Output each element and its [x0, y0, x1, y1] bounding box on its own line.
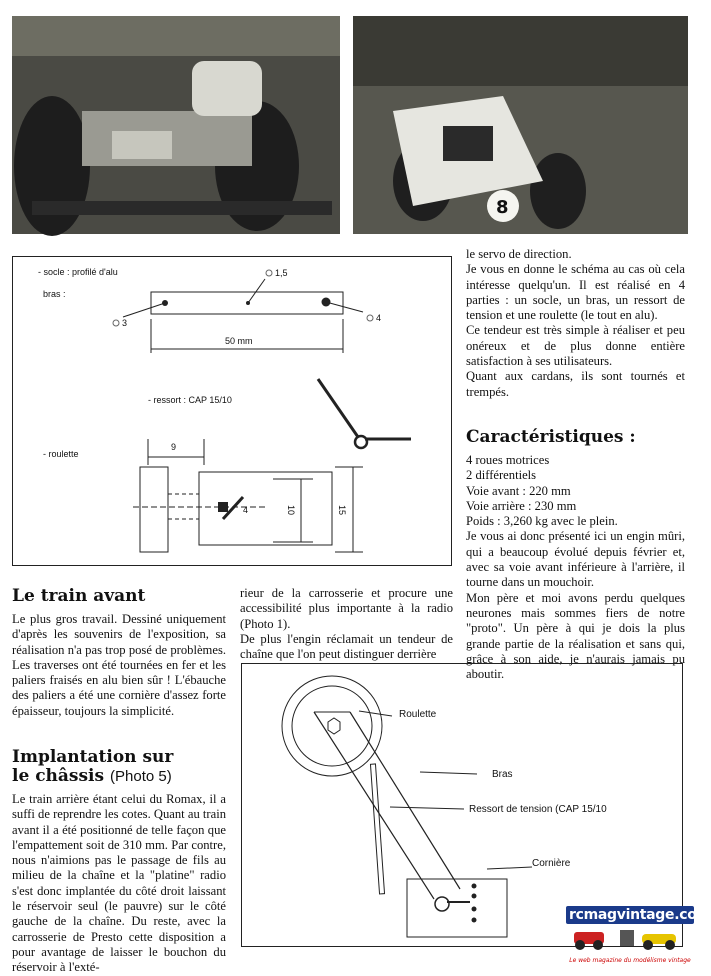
paragraph-cardans: Quant aux cardans, ils sont tournés et trempés. — [466, 369, 685, 399]
label-roulette: - roulette — [43, 449, 79, 459]
photo-chassis-left — [12, 16, 340, 234]
photo-buggy-right — [353, 16, 688, 234]
paragraph-tendeur: Ce tendeur est très simple à réaliser et peu onéreux et de plus donne entière satisfaction à ses utilisateurs. — [466, 323, 685, 369]
text-implantation: Le train arrière étant celui du Romax, il a suffi de reprendre les cotes. Quant au train avant il a été positionné de telle façon que l'empattement soit de 310 mm. Par contre, nous n'aimions pas le passage de fils au milieu de la chaîne et la "platine" radio s'est donc implantée du côté droit laissant le réservoir seul (le pauvre) sur le côté gauche de la chaîne. Du reste, avec la carrosserie de Presto cette disposition a pour avantage de laisser le bouchon du réservoir à l'exté- — [12, 792, 226, 975]
diagram-tensioner-assembly — [241, 663, 683, 947]
paragraph-schema: Je vous en donne le schéma au cas où cela intéresse quelqu'un. Il est réalisé en 4 parties : un socle, un bras, un ressort de tension et une roulette (le tout en alu). — [466, 262, 685, 323]
heading-implantation — [12, 748, 173, 786]
label-dim-4: 4 — [243, 505, 249, 515]
label-dim-15: 15 — [337, 504, 348, 516]
heading-implantation-line1: Implantation sur — [12, 747, 174, 767]
diagram-tensioner-parts-drawing — [13, 257, 450, 564]
paragraph-tendeur-chaine: De plus l'engin réclamait un tendeur de chaîne que l'on peut distinguer derrière — [240, 631, 453, 662]
spec-item: Voie avant : 220 mm — [466, 483, 571, 498]
logo-tagline: Le web magazine du modélisme vintage — [569, 957, 691, 964]
text-train-avant: Le plus gros travail. Dessiné uniquement d'après les souvenirs de l'exposition, sa réalisation n'a pas trop posé de problèmes. Les traverses ont été tournées en fer et les paliers fraisés en alu bien sûr ! L'ébauche des paliers a été une cornière d'assez forte épaisseur, toujours la simplicité. — [12, 612, 226, 718]
svg-text:8: 8 — [496, 197, 509, 218]
label-dim-10: 10 — [286, 504, 297, 516]
logo-vehicles-icon — [570, 924, 690, 952]
label-bras: bras : — [43, 289, 66, 299]
paragraph-engin: Je vous ai donc présenté ici un engin mûri, qui a beaucoup évolué depuis février et, avec sa voie avant inférieure à l'arrière, il tourne dans un mouchoir. — [466, 529, 685, 590]
diagram-tensioner-assembly-drawing — [242, 664, 681, 945]
rcmagvintage-logo — [566, 906, 711, 964]
label-dim-9: 9 — [171, 442, 177, 452]
label-roulette: Roulette — [399, 709, 437, 720]
paragraph-pere: Mon père et moi avons perdu quelques neurones mais sommes fiers de notre "proto". Un père à qui je dois la plus grande partie de la réalisation et sans qui, grâce à son aide, je n'aurais jamais pu aboutir. — [466, 590, 685, 682]
label-bras: Bras — [492, 769, 513, 780]
label-socle: - socle : profilé d'alu — [38, 267, 118, 277]
heading-caracteristiques: Caractéristiques : — [466, 427, 636, 447]
label-hole-3: 3 — [122, 318, 128, 328]
paragraph-servo: le servo de direction. — [466, 247, 572, 261]
heading-implantation-line2: le châssis — [12, 766, 105, 786]
text-caracteristiques — [466, 453, 685, 682]
text-tensioner-description — [466, 247, 685, 400]
spec-item: Voie arrière : 230 mm — [466, 498, 577, 513]
paragraph-carrosserie: rieur de la carrosserie et procure une accessibilité plus importante à la radio (Photo 1). — [240, 586, 453, 631]
spec-item: 4 roues motrices — [466, 453, 550, 467]
diagram-tensioner-parts — [12, 256, 452, 566]
label-hole-1-5: 1,5 — [275, 268, 288, 278]
heading-implantation-photo-ref: (Photo 5) — [110, 768, 172, 785]
label-hole-4: 4 — [376, 313, 382, 323]
spec-item: Poids : 3,260 kg avec le plein. — [466, 514, 618, 529]
text-middle-column — [240, 586, 453, 662]
heading-train-avant: Le train avant — [12, 586, 146, 606]
label-length: 50 mm — [225, 336, 253, 346]
label-ressort: - ressort : CAP 15/10 — [148, 395, 232, 405]
label-corniere: Cornière — [532, 858, 571, 869]
logo-title: rcmagvintage.com — [566, 906, 694, 924]
spec-item: 2 différentiels — [466, 468, 537, 483]
label-ressort-tension: Ressort de tension (CAP 15/10 — [469, 804, 607, 815]
